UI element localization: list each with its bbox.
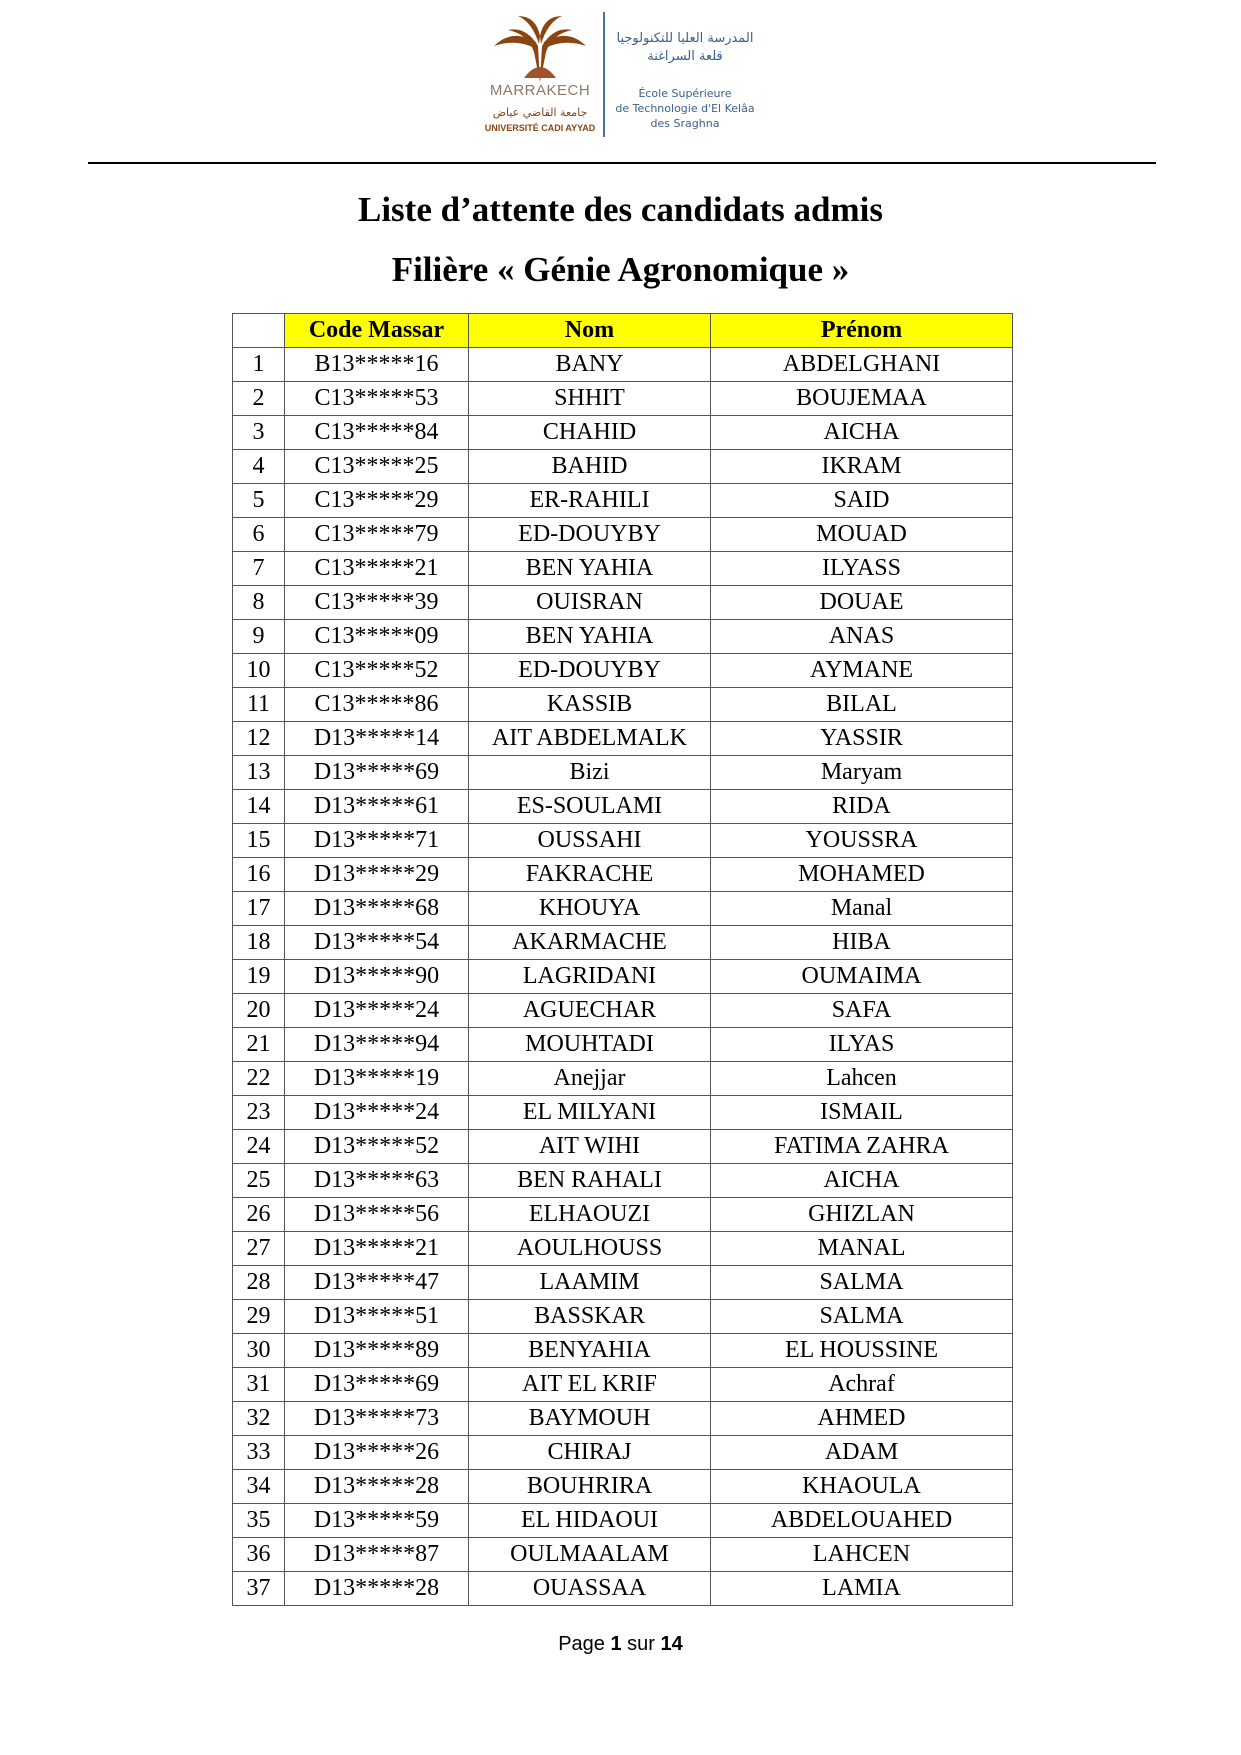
row-index: 29 bbox=[233, 1300, 285, 1334]
nom-cell: MOUHTADI bbox=[469, 1028, 711, 1062]
prenom-cell: ILYAS bbox=[711, 1028, 1013, 1062]
nom-cell: SHHIT bbox=[469, 382, 711, 416]
code-massar-cell: D13*****89 bbox=[285, 1334, 469, 1368]
code-massar-cell: D13*****87 bbox=[285, 1538, 469, 1572]
code-massar-cell: D13*****19 bbox=[285, 1062, 469, 1096]
school-arabic-line1: المدرسة العليا للتكنولوجيا bbox=[616, 31, 754, 46]
code-massar-cell: C13*****21 bbox=[285, 552, 469, 586]
nom-cell: BENYAHIA bbox=[469, 1334, 711, 1368]
nom-cell: BANY bbox=[469, 348, 711, 382]
code-massar-cell: D13*****51 bbox=[285, 1300, 469, 1334]
code-massar-cell: B13*****16 bbox=[285, 348, 469, 382]
row-index: 5 bbox=[233, 484, 285, 518]
prenom-cell: MOHAMED bbox=[711, 858, 1013, 892]
nom-cell: OUASSAA bbox=[469, 1572, 711, 1606]
row-index: 8 bbox=[233, 586, 285, 620]
nom-cell: KASSIB bbox=[469, 688, 711, 722]
prenom-cell: ANAS bbox=[711, 620, 1013, 654]
table-row bbox=[233, 1470, 1013, 1504]
prenom-cell: FATIMA ZAHRA bbox=[711, 1130, 1013, 1164]
table-row bbox=[233, 926, 1013, 960]
code-massar-cell: D13*****94 bbox=[285, 1028, 469, 1062]
prenom-cell: IKRAM bbox=[711, 450, 1013, 484]
row-index: 30 bbox=[233, 1334, 285, 1368]
prenom-cell: Lahcen bbox=[711, 1062, 1013, 1096]
header-code-massar: Code Massar bbox=[285, 314, 469, 348]
nom-cell: EL HIDAOUI bbox=[469, 1504, 711, 1538]
table-row bbox=[233, 1538, 1013, 1572]
nom-cell: ES-SOULAMI bbox=[469, 790, 711, 824]
row-index: 4 bbox=[233, 450, 285, 484]
nom-cell: ED-DOUYBY bbox=[469, 654, 711, 688]
page-sep: sur bbox=[627, 1633, 655, 1655]
row-index: 9 bbox=[233, 620, 285, 654]
nom-cell: BEN YAHIA bbox=[469, 552, 711, 586]
page-subtitle: Filière « Génie Agronomique » bbox=[391, 250, 850, 289]
prenom-cell: MOUAD bbox=[711, 518, 1013, 552]
nom-cell: CHIRAJ bbox=[469, 1436, 711, 1470]
nom-cell: KHOUYA bbox=[469, 892, 711, 926]
code-massar-cell: D13*****56 bbox=[285, 1198, 469, 1232]
table-row bbox=[233, 688, 1013, 722]
prenom-cell: ABDELGHANI bbox=[711, 348, 1013, 382]
table-row bbox=[233, 1096, 1013, 1130]
nom-cell: ED-DOUYBY bbox=[469, 518, 711, 552]
palm-logo-icon bbox=[488, 12, 592, 84]
table-row bbox=[233, 1334, 1013, 1368]
nom-cell: OUSSAHI bbox=[469, 824, 711, 858]
table-row bbox=[233, 1436, 1013, 1470]
nom-cell: OUISRAN bbox=[469, 586, 711, 620]
table-row bbox=[233, 382, 1013, 416]
prenom-cell: SAFA bbox=[711, 994, 1013, 1028]
nom-cell: BASSKAR bbox=[469, 1300, 711, 1334]
prenom-cell: EL HOUSSINE bbox=[711, 1334, 1013, 1368]
code-massar-cell: C13*****09 bbox=[285, 620, 469, 654]
prenom-cell: DOUAE bbox=[711, 586, 1013, 620]
table-row bbox=[233, 654, 1013, 688]
table-row bbox=[233, 518, 1013, 552]
prenom-cell: YASSIR bbox=[711, 722, 1013, 756]
nom-cell: OULMAALAM bbox=[469, 1538, 711, 1572]
logo-university-text: UNIVERSITÉ CADI AYYAD bbox=[484, 123, 596, 133]
nom-cell: AIT WIHI bbox=[469, 1130, 711, 1164]
prenom-cell: BILAL bbox=[711, 688, 1013, 722]
row-index: 12 bbox=[233, 722, 285, 756]
row-index: 34 bbox=[233, 1470, 285, 1504]
nom-cell: FAKRACHE bbox=[469, 858, 711, 892]
prenom-cell: HIBA bbox=[711, 926, 1013, 960]
table-row bbox=[233, 1572, 1013, 1606]
code-massar-cell: D13*****68 bbox=[285, 892, 469, 926]
row-index: 1 bbox=[233, 348, 285, 382]
code-massar-cell: C13*****29 bbox=[285, 484, 469, 518]
prenom-cell: SALMA bbox=[711, 1300, 1013, 1334]
table-row bbox=[233, 586, 1013, 620]
header-prenom: Prénom bbox=[711, 314, 1013, 348]
waiting-list-table bbox=[232, 313, 1013, 1606]
table-row bbox=[233, 1402, 1013, 1436]
code-massar-cell: D13*****52 bbox=[285, 1130, 469, 1164]
table-row bbox=[233, 1368, 1013, 1402]
school-name-arabic bbox=[605, 30, 765, 66]
row-index: 27 bbox=[233, 1232, 285, 1266]
prenom-cell: Achraf bbox=[711, 1368, 1013, 1402]
school-fr-line1: École Supérieure bbox=[638, 87, 732, 100]
table-row bbox=[233, 1164, 1013, 1198]
header-rule bbox=[88, 162, 1156, 164]
code-massar-cell: D13*****47 bbox=[285, 1266, 469, 1300]
prenom-cell: OUMAIMA bbox=[711, 960, 1013, 994]
prenom-cell: Manal bbox=[711, 892, 1013, 926]
table-row bbox=[233, 1266, 1013, 1300]
school-arabic-line2: قلعة السراغنة bbox=[647, 49, 723, 64]
row-index: 25 bbox=[233, 1164, 285, 1198]
page-title: Liste d’attente des candidats admis bbox=[357, 190, 884, 229]
row-index: 14 bbox=[233, 790, 285, 824]
prenom-cell: LAHCEN bbox=[711, 1538, 1013, 1572]
page-prefix: Page bbox=[558, 1633, 605, 1655]
prenom-cell: YOUSSRA bbox=[711, 824, 1013, 858]
nom-cell: AIT EL KRIF bbox=[469, 1368, 711, 1402]
row-index: 16 bbox=[233, 858, 285, 892]
code-massar-cell: C13*****52 bbox=[285, 654, 469, 688]
table-row bbox=[233, 1028, 1013, 1062]
code-massar-cell: D13*****69 bbox=[285, 1368, 469, 1402]
nom-cell: BAYMOUH bbox=[469, 1402, 711, 1436]
letterhead bbox=[0, 0, 1241, 160]
table-row bbox=[233, 756, 1013, 790]
nom-cell: ER-RAHILI bbox=[469, 484, 711, 518]
row-index: 7 bbox=[233, 552, 285, 586]
school-fr-line3: des Sraghna bbox=[650, 117, 720, 130]
row-index: 15 bbox=[233, 824, 285, 858]
prenom-cell: AICHA bbox=[711, 416, 1013, 450]
code-massar-cell: C13*****86 bbox=[285, 688, 469, 722]
code-massar-cell: C13*****79 bbox=[285, 518, 469, 552]
table-row bbox=[233, 1130, 1013, 1164]
row-index: 17 bbox=[233, 892, 285, 926]
table-row bbox=[233, 1232, 1013, 1266]
row-index: 22 bbox=[233, 1062, 285, 1096]
prenom-cell: LAMIA bbox=[711, 1572, 1013, 1606]
code-massar-cell: D13*****28 bbox=[285, 1470, 469, 1504]
row-index: 11 bbox=[233, 688, 285, 722]
table-row bbox=[233, 552, 1013, 586]
prenom-cell: GHIZLAN bbox=[711, 1198, 1013, 1232]
code-massar-cell: D13*****24 bbox=[285, 994, 469, 1028]
nom-cell: BAHID bbox=[469, 450, 711, 484]
code-massar-cell: D13*****63 bbox=[285, 1164, 469, 1198]
row-index: 37 bbox=[233, 1572, 285, 1606]
nom-cell: Anejjar bbox=[469, 1062, 711, 1096]
table-row bbox=[233, 1062, 1013, 1096]
table-row bbox=[233, 348, 1013, 382]
nom-cell: BEN YAHIA bbox=[469, 620, 711, 654]
table-row bbox=[233, 824, 1013, 858]
code-massar-cell: D13*****29 bbox=[285, 858, 469, 892]
table-row bbox=[233, 722, 1013, 756]
code-massar-cell: D13*****21 bbox=[285, 1232, 469, 1266]
prenom-cell: SALMA bbox=[711, 1266, 1013, 1300]
nom-cell: AIT ABDELMALK bbox=[469, 722, 711, 756]
nom-cell: LAGRIDANI bbox=[469, 960, 711, 994]
row-index: 19 bbox=[233, 960, 285, 994]
code-massar-cell: D13*****61 bbox=[285, 790, 469, 824]
logo-arabic-text: جامعة القاضي عياض bbox=[492, 106, 588, 119]
row-index: 13 bbox=[233, 756, 285, 790]
table-row bbox=[233, 1198, 1013, 1232]
code-massar-cell: D13*****73 bbox=[285, 1402, 469, 1436]
code-massar-cell: D13*****90 bbox=[285, 960, 469, 994]
code-massar-cell: D13*****54 bbox=[285, 926, 469, 960]
table-row bbox=[233, 994, 1013, 1028]
nom-cell: EL MILYANI bbox=[469, 1096, 711, 1130]
header-nom: Nom bbox=[469, 314, 711, 348]
prenom-cell: BOUJEMAA bbox=[711, 382, 1013, 416]
nom-cell: BEN RAHALI bbox=[469, 1164, 711, 1198]
row-index: 36 bbox=[233, 1538, 285, 1572]
table-row bbox=[233, 450, 1013, 484]
nom-cell: AOULHOUSS bbox=[469, 1232, 711, 1266]
row-index: 32 bbox=[233, 1402, 285, 1436]
code-massar-cell: D13*****69 bbox=[285, 756, 469, 790]
code-massar-cell: C13*****84 bbox=[285, 416, 469, 450]
prenom-cell: RIDA bbox=[711, 790, 1013, 824]
row-index: 6 bbox=[233, 518, 285, 552]
table-row bbox=[233, 1504, 1013, 1538]
table-row bbox=[233, 960, 1013, 994]
code-massar-cell: D13*****26 bbox=[285, 1436, 469, 1470]
row-index: 28 bbox=[233, 1266, 285, 1300]
prenom-cell: ILYASS bbox=[711, 552, 1013, 586]
table-row bbox=[233, 892, 1013, 926]
table-header-row bbox=[233, 314, 1013, 348]
nom-cell: CHAHID bbox=[469, 416, 711, 450]
nom-cell: Bizi bbox=[469, 756, 711, 790]
nom-cell: AKARMACHE bbox=[469, 926, 711, 960]
row-index: 26 bbox=[233, 1198, 285, 1232]
table-row bbox=[233, 416, 1013, 450]
code-massar-cell: D13*****28 bbox=[285, 1572, 469, 1606]
code-massar-cell: C13*****25 bbox=[285, 450, 469, 484]
prenom-cell: SAID bbox=[711, 484, 1013, 518]
row-index: 23 bbox=[233, 1096, 285, 1130]
header-index-cell bbox=[233, 314, 285, 348]
row-index: 2 bbox=[233, 382, 285, 416]
code-massar-cell: C13*****53 bbox=[285, 382, 469, 416]
nom-cell: ELHAOUZI bbox=[469, 1198, 711, 1232]
row-index: 31 bbox=[233, 1368, 285, 1402]
row-index: 21 bbox=[233, 1028, 285, 1062]
row-index: 20 bbox=[233, 994, 285, 1028]
nom-cell: BOUHRIRA bbox=[469, 1470, 711, 1504]
page-number bbox=[0, 1633, 1241, 1656]
nom-cell: LAAMIM bbox=[469, 1266, 711, 1300]
code-massar-cell: D13*****14 bbox=[285, 722, 469, 756]
code-massar-cell: D13*****59 bbox=[285, 1504, 469, 1538]
code-massar-cell: D13*****71 bbox=[285, 824, 469, 858]
table-row bbox=[233, 790, 1013, 824]
row-index: 35 bbox=[233, 1504, 285, 1538]
prenom-cell: AYMANE bbox=[711, 654, 1013, 688]
row-index: 33 bbox=[233, 1436, 285, 1470]
table-row bbox=[233, 620, 1013, 654]
prenom-cell: AHMED bbox=[711, 1402, 1013, 1436]
prenom-cell: KHAOULA bbox=[711, 1470, 1013, 1504]
table-row bbox=[233, 1300, 1013, 1334]
prenom-cell: Maryam bbox=[711, 756, 1013, 790]
prenom-cell: MANAL bbox=[711, 1232, 1013, 1266]
row-index: 3 bbox=[233, 416, 285, 450]
prenom-cell: AICHA bbox=[711, 1164, 1013, 1198]
table-row bbox=[233, 484, 1013, 518]
row-index: 18 bbox=[233, 926, 285, 960]
prenom-cell: ADAM bbox=[711, 1436, 1013, 1470]
code-massar-cell: C13*****39 bbox=[285, 586, 469, 620]
table-row bbox=[233, 858, 1013, 892]
prenom-cell: ISMAIL bbox=[711, 1096, 1013, 1130]
code-massar-cell: D13*****24 bbox=[285, 1096, 469, 1130]
page-total: 14 bbox=[660, 1633, 683, 1655]
school-fr-line2: de Technologie d'El Kelâa bbox=[615, 102, 755, 115]
row-index: 24 bbox=[233, 1130, 285, 1164]
page-current: 1 bbox=[610, 1633, 622, 1655]
school-name-french bbox=[605, 86, 765, 131]
logo-city-text: MARRAKECH bbox=[489, 82, 591, 99]
nom-cell: AGUECHAR bbox=[469, 994, 711, 1028]
university-logo bbox=[480, 10, 600, 145]
row-index: 10 bbox=[233, 654, 285, 688]
prenom-cell: ABDELOUAHED bbox=[711, 1504, 1013, 1538]
